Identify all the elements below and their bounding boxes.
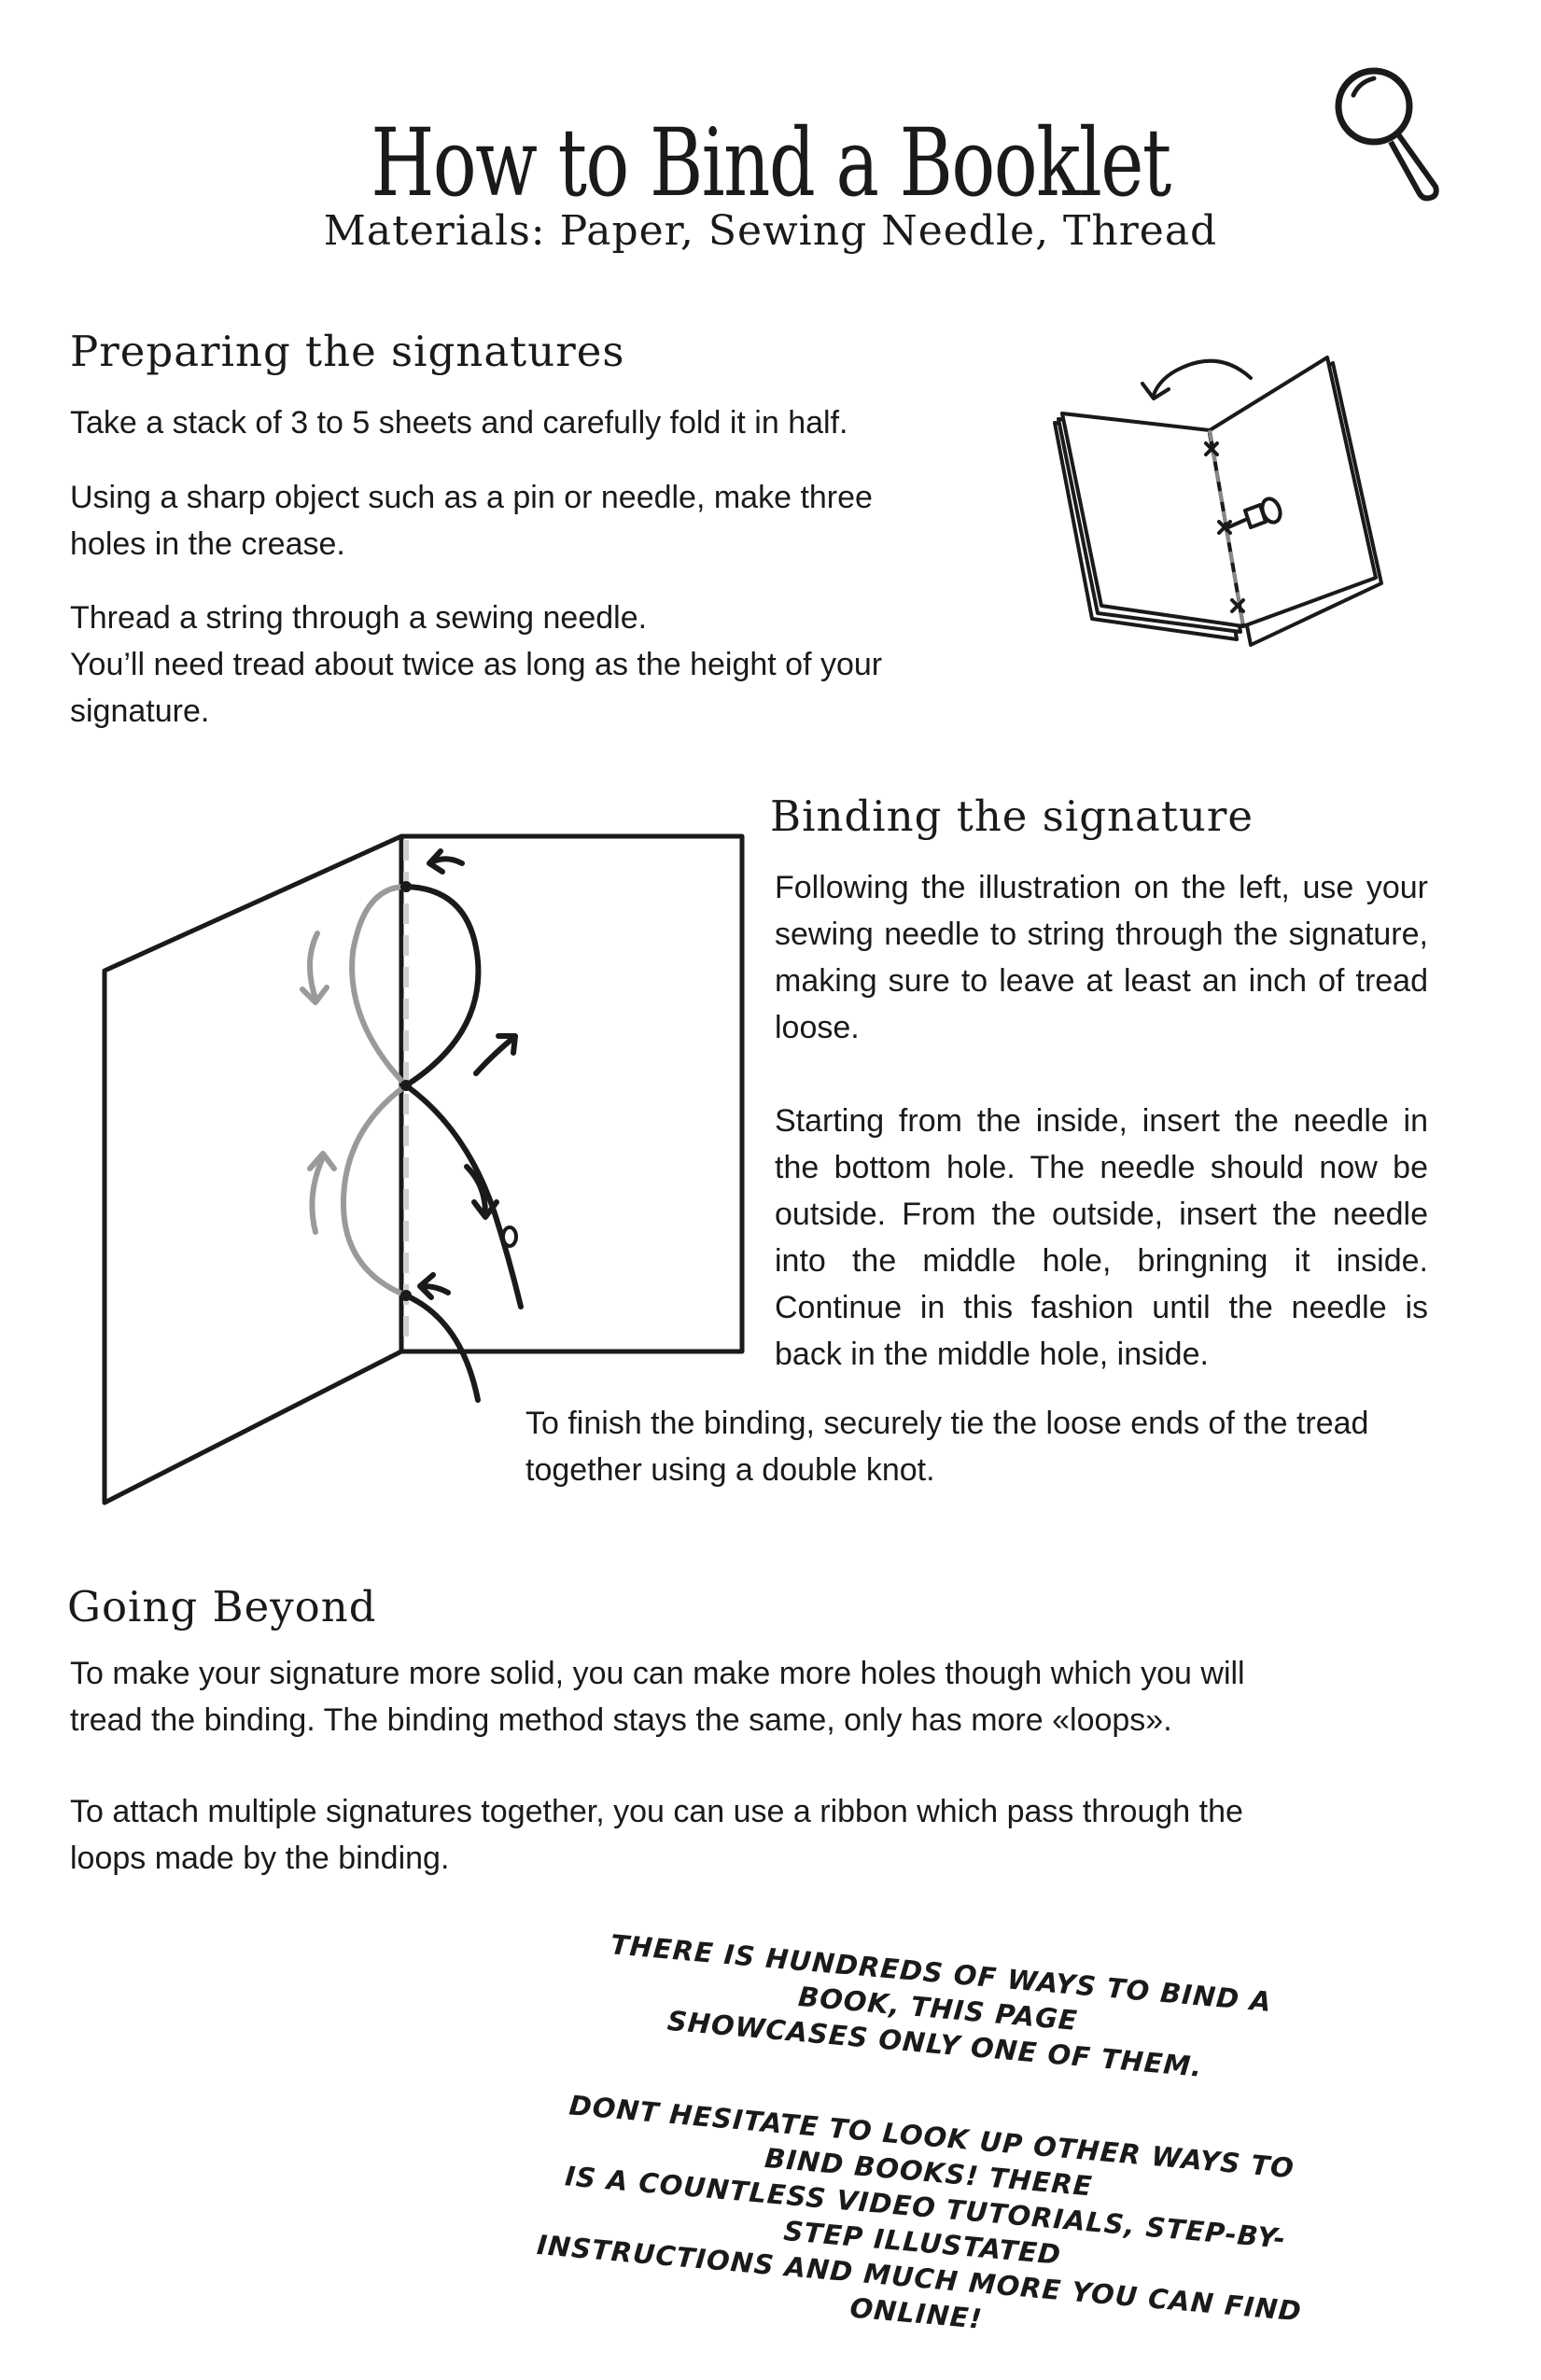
beyond-multiple-signatures: To attach multiple signatures together, you can use a ribbon which pass through the loops made by the binding.: [70, 1794, 1243, 1876]
page-title: How to Bind a Booklet: [371, 108, 1170, 217]
preparing-step-thread: Thread a string through a sewing needle. You’ll need tread about twice as long as the height of your signature.: [70, 600, 883, 729]
materials-subtitle: Materials: Paper, Sewing Needle, Thread: [323, 207, 1218, 255]
heading-binding: Binding the signature: [770, 791, 1254, 841]
binding-step-sequence: Starting from the inside, insert the needle in the bottom hole. The needle should now be outside. From the outside, insert the needle into the middle hole, bringning it inside. Continue in this fashion until the needle is back in the middle hole, inside.: [775, 1103, 1428, 1372]
heading-preparing: Preparing the signatures: [70, 327, 625, 376]
folded-signature-illustration: [1045, 350, 1400, 677]
beyond-more-holes: To make your signature more solid, you can make more holes though which you will tread the binding. The binding method stays the same, only has more «loops».: [70, 1656, 1245, 1738]
preparing-step-holes: Using a sharp object such as a pin or needle, make three holes in the crease.: [70, 480, 873, 562]
heading-going-beyond: Going Beyond: [67, 1582, 377, 1631]
binding-step-start: Following the illustration on the left, use your sewing needle to string through the signature, making sure to leave at least an inch of tread loose.: [775, 870, 1428, 1045]
preparing-step-fold: Take a stack of 3 to 5 sheets and carefully fold it in half.: [70, 405, 848, 441]
magnifying-glass-icon: [1325, 58, 1447, 207]
binding-step-finish: To finish the binding, securely tie the loose ends of the tread together using a double knot.: [525, 1406, 1369, 1488]
figure-eight-binding-diagram: [93, 821, 765, 1512]
note-hundreds-of-ways: THERE IS HUNDREDS OF WAYS TO BIND A BOOK, THIS PAGE SHOWCASES ONLY ONE OF THEM.: [609, 1928, 1274, 2083]
note-look-up-more: DONT HESITATE TO LOOK UP OTHER WAYS TO BIND BOOKS! THERE IS A COUNTLESS VIDEO TUTORIALS, STEP-BY-STEP ILLUSTATED INSTRUCTIONS AND MUCH MORE YOU CAN FIND ONLINE!: [535, 2089, 1304, 2335]
